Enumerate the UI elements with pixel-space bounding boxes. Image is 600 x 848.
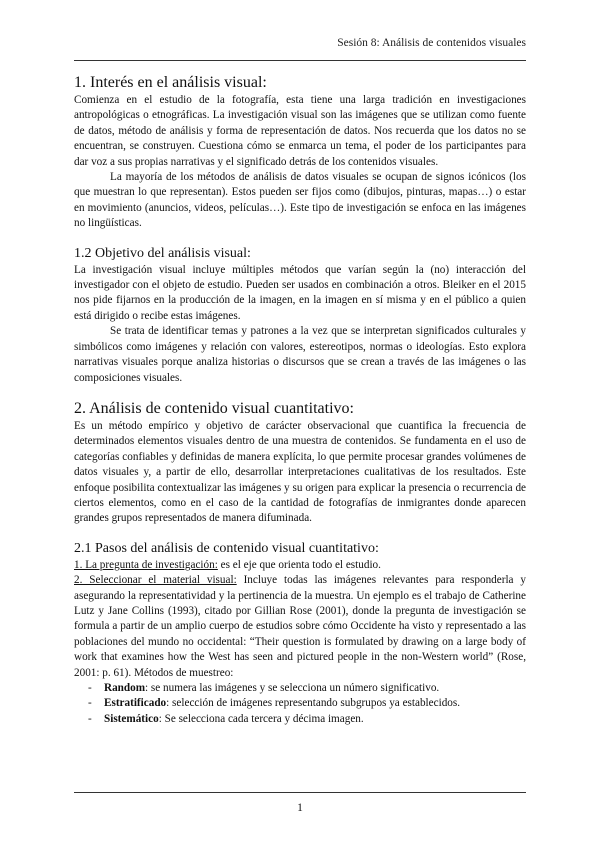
page-number: 1 — [297, 802, 303, 814]
sampling-term: Estratificado — [104, 697, 167, 710]
step-1-label: 1. La pregunta de investigación: — [74, 558, 218, 571]
sampling-method-stratified — [74, 696, 526, 711]
header-rule — [74, 60, 526, 61]
sampling-description: : selección de imágenes representando subgrupos ya establecidos. — [166, 697, 461, 710]
section-2-heading: 2. Análisis de contenido visual cuantitativo: — [74, 399, 354, 417]
section-1-2-heading: 1.2 Objetivo del análisis visual: — [74, 245, 251, 261]
page-content — [74, 73, 526, 727]
section-1-paragraph-1: Comienza en el estudio de la fotografía, esta tiene una larga tradición en investigaciones antropológicas o etnográficas. La investigación visual son las imágenes que se utilizan como fuente de datos, método de análisis y forma de representación de datos. Nos recuerda que los datos no se encuentran, se construyen. Cuestiona cómo se enmarca un tema, el poder de los participantes para dar voz a sus propias narrativas y el significado detrás de los contenidos visuales. — [74, 94, 526, 168]
list-dash: - — [88, 682, 92, 694]
section-1-2-paragraph-1: La investigación visual incluye múltiples métodos que varían según la (no) interacción del investigador con el objeto de estudio. Pueden ser usados en combinación a otros. Bleiker en el 2015 nos pide fijarnos en la producción de la imagen, en la imagen en sí misma y en el público a quien está dirigido o recibe estas imágenes. — [74, 263, 526, 322]
list-dash: - — [88, 697, 92, 710]
step-1 — [74, 558, 526, 573]
step-1-text: es el eje que orienta todo el estudio. — [217, 558, 381, 571]
list-dash: - — [88, 712, 92, 725]
sampling-method-random — [74, 681, 526, 696]
section-2-paragraph-1: Es un método empírico y objetivo de carácter observacional que cuantifica la frecuencia de determinados elementos visuales dentro de una muestra de contenidos. Se fundamenta en el uso de categorías confiables y definidas de manera explícita, lo que permite procesar grandes volúmenes de datos visuales y, a partir de ello, desarrollar interpretaciones cualitativas de los resultados. Este enfoque posibilita contextualizar las imágenes y su origen para explicar la presencia o recurrencia de ciertos elementos, como en el caso de la cantidad de fotografías de inmigrantes donde aparecen grandes grupos representados de manera difuminada. — [74, 419, 526, 525]
section-1-2-paragraph-2: Se trata de identificar temas y patrones a la vez que se interpretan significados culturales y simbólicos como imágenes y relación con valores, estereotipos, normas o ideologías. Esto explora narrativas visuales porque analiza historias o discursos que se crean a través de las imágenes o las composiciones visuales. — [74, 325, 526, 384]
sampling-term: Sistemático — [104, 712, 159, 725]
section-1-paragraph-2: La mayoría de los métodos de análisis de datos visuales se ocupan de signos icónicos (los que muestran lo que representan). Estos pueden ser fijos como (dibujos, pinturas, mapas…) o estar en movimiento (anuncios, videos, películas…). Este tipo de investigación se enfoca en las imágenes no lingüísticas. — [74, 171, 526, 230]
section-1-heading: 1. Interés en el análisis visual: — [74, 74, 267, 91]
sampling-description: : se numera las imágenes y se selecciona un número significativo. — [145, 682, 440, 694]
running-header: Sesión 8: Análisis de contenidos visuales — [337, 37, 526, 49]
sampling-description: : Se selecciona cada tercera y décima imagen. — [158, 712, 364, 725]
step-2-label: 2. Seleccionar el material visual: — [74, 574, 237, 587]
sampling-methods-list — [74, 681, 526, 727]
sampling-term: Random — [104, 682, 146, 694]
footer-rule — [74, 792, 526, 793]
sampling-method-systematic — [74, 712, 526, 727]
step-2 — [74, 573, 526, 681]
section-2-1-heading: 2.1 Pasos del análisis de contenido visual cuantitativo: — [74, 540, 379, 556]
step-2-text: Incluye todas las imágenes relevantes para responderla y asegurando la representatividad y la pertinencia de la muestra. Un ejemplo es el trabajo de Catherine Lutz y Jane Collins (1993), citado por Gillian Rose (2001), donde la pregunta de investigación se formula a partir de un amplio cuerpo de estudios sobre cómo Occidente ha visto y representado a las poblaciones del mundo no occidental: “Their question is formulated by drawing on a large body of work that examines how the West has seen and pictured people in the non-Western world” (Rose, 2001: p. 61). Métodos de muestreo: — [74, 574, 527, 679]
